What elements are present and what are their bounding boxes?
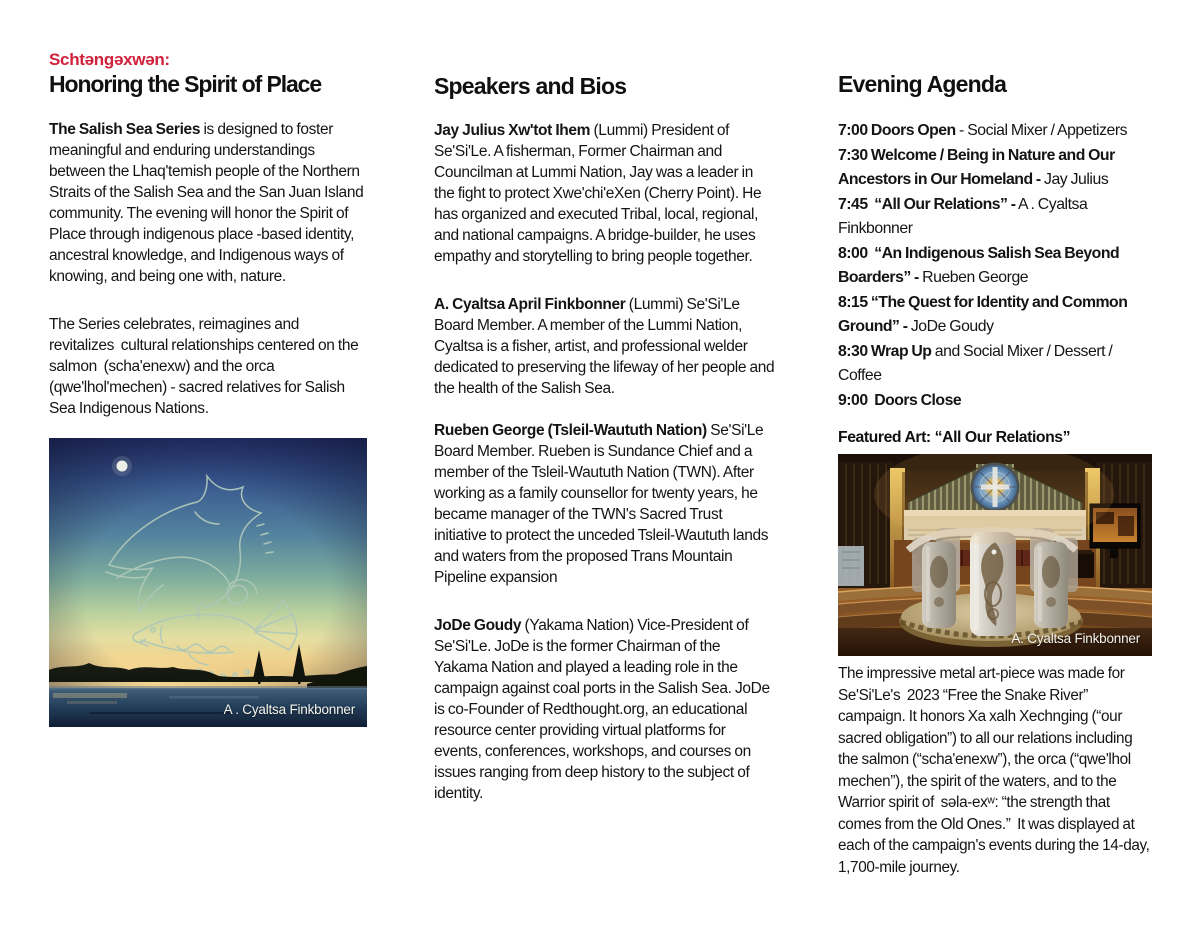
orca-salmon-artwork-image <box>49 438 367 727</box>
bio-name: A. Cyaltsa April Finkbonner <box>434 296 626 313</box>
bio-name: Rueben George (Tsleil-Waututh Nation) <box>434 422 707 439</box>
bio-jay-julius <box>434 120 776 267</box>
metal-art-photo <box>838 454 1152 656</box>
intro-paragraph-1 <box>49 119 367 287</box>
agenda-item-800: 8:00 “An Indigenous Salish Sea Beyond Boarders” - Rueben George <box>838 244 1120 286</box>
metal-art-photo-image <box>838 454 1152 656</box>
bio-text: (Lummi) Se'Si'Le Board Member. A member of the Lummi Nation, Cyaltsa is a fisher, artist, and professional welder dedicated to preserving the lifeway of her people and the health of the Salish Sea. <box>434 296 775 397</box>
speakers-title: Speakers and Bios <box>434 73 627 99</box>
agenda-item-745: 7:45 “All Our Relations” - A . Cyaltsa Finkbonner <box>838 195 1088 237</box>
bio-text: Se'Si'Le Board Member. Rueben is Sundance Chief and a member of the Tsleil-Waututh Nation (TWN). After working as a family counsellor for twenty years, he became manager of the TWN's Sacred Trust initiative to protect the unceded Tsleil-Waututh lands and waters from the proposed Trans Mountain Pipeline expansion <box>434 422 769 586</box>
featured-art-description: The impressive metal art-piece was made for Se'Si'Le's 2023 “Free the Snake River” campaign. It honors Xa xalh Xechnging (“our sacred obligation”) to all our relations including the salmon (“scha'enexw”), the orca (“qwe'lhol mechen”), the spirit of the waters, and to the Warrior spirit of səla-exʷ: “the strength that comes from the Old Ones.” It was displayed at each of the campaign's events during the 14-day, 1,700-mile journey. <box>838 665 1150 876</box>
agenda-list <box>838 119 1152 413</box>
photo-credit-right: A. Cyaltsa Finkbonner <box>1011 631 1140 646</box>
intro-paragraph-2: The Series celebrates, reimagines and revitalizes cultural relationships centered on the salmon (scha'enexw) and the orca (qwe'lhol'mechen) - sacred relatives for Salish Sea Indigenous Nations. <box>49 316 359 417</box>
intro-paragraph-1-text: is designed to foster meaningful and enduring understandings between the Lhaq'temish people of the Northern Straits of the Salish Sea and the San Juan Island community. The evening will honor the Spirit of Place through indigenous place -based identity, ancestral knowledge, and Indigenous ways of knowing, and being one with, nature. <box>49 121 364 285</box>
agenda-item-730: 7:30 Welcome / Being in Nature and Our Ancestors in Our Homeland - Jay Julius <box>838 146 1115 188</box>
bio-jode-goudy <box>434 615 776 804</box>
agenda-item-900: 9:00 Doors Close <box>838 391 962 409</box>
agenda-item-700: 7:00 Doors Open - Social Mixer / Appetizers <box>838 122 1128 139</box>
bio-name: Jay Julius Xw'tot Ihem <box>434 122 591 139</box>
kicker-lummi-word: Schtəngəxwən: <box>49 50 170 69</box>
left-column <box>49 50 367 727</box>
bio-name: JoDe Goudy <box>434 617 522 634</box>
agenda-title: Evening Agenda <box>838 71 1007 97</box>
series-name-lead: The Salish Sea Series <box>49 121 201 138</box>
orca-salmon-photo <box>49 438 367 727</box>
agenda-item-815: 8:15 “The Quest for Identity and Common Ground” - JoDe Goudy <box>838 293 1128 335</box>
agenda-item-830: 8:30 Wrap Up and Social Mixer / Dessert / Coffee <box>838 342 1113 384</box>
bio-cyaltsa-finkbonner <box>434 294 776 399</box>
middle-column <box>434 73 776 804</box>
page-title: Honoring the Spirit of Place <box>49 71 322 97</box>
bio-text: (Yakama Nation) Vice-President of Se'Si'Le. JoDe is the former Chairman of the Yakama Nation and played a leading role in the campaign against coal ports in the Salish Sea. JoDe is co-Founder of Redthought.org, an educational resource center providing virtual platforms for events, conferences, workshops, and courses on issues ranging from deep history to the subject of identity. <box>434 617 770 802</box>
right-column <box>838 71 1152 878</box>
featured-art-label: Featured Art: “All Our Relations” <box>838 429 1071 446</box>
bio-text: (Lummi) President of Se'Si'Le. A fisherman, Former Chairman and Councilman at Lummi Nation, Jay was a leader in the fight to protect Xwe'chi'eXen (Cherry Point). He has organized and executed Tribal, local, regional, and national campaigns. A bridge-builder, he uses empathy and storytelling to bring people together. <box>434 122 762 265</box>
bio-rueben-george <box>434 420 776 588</box>
photo-credit-left: A . Cyaltsa Finkbonner <box>223 702 355 717</box>
